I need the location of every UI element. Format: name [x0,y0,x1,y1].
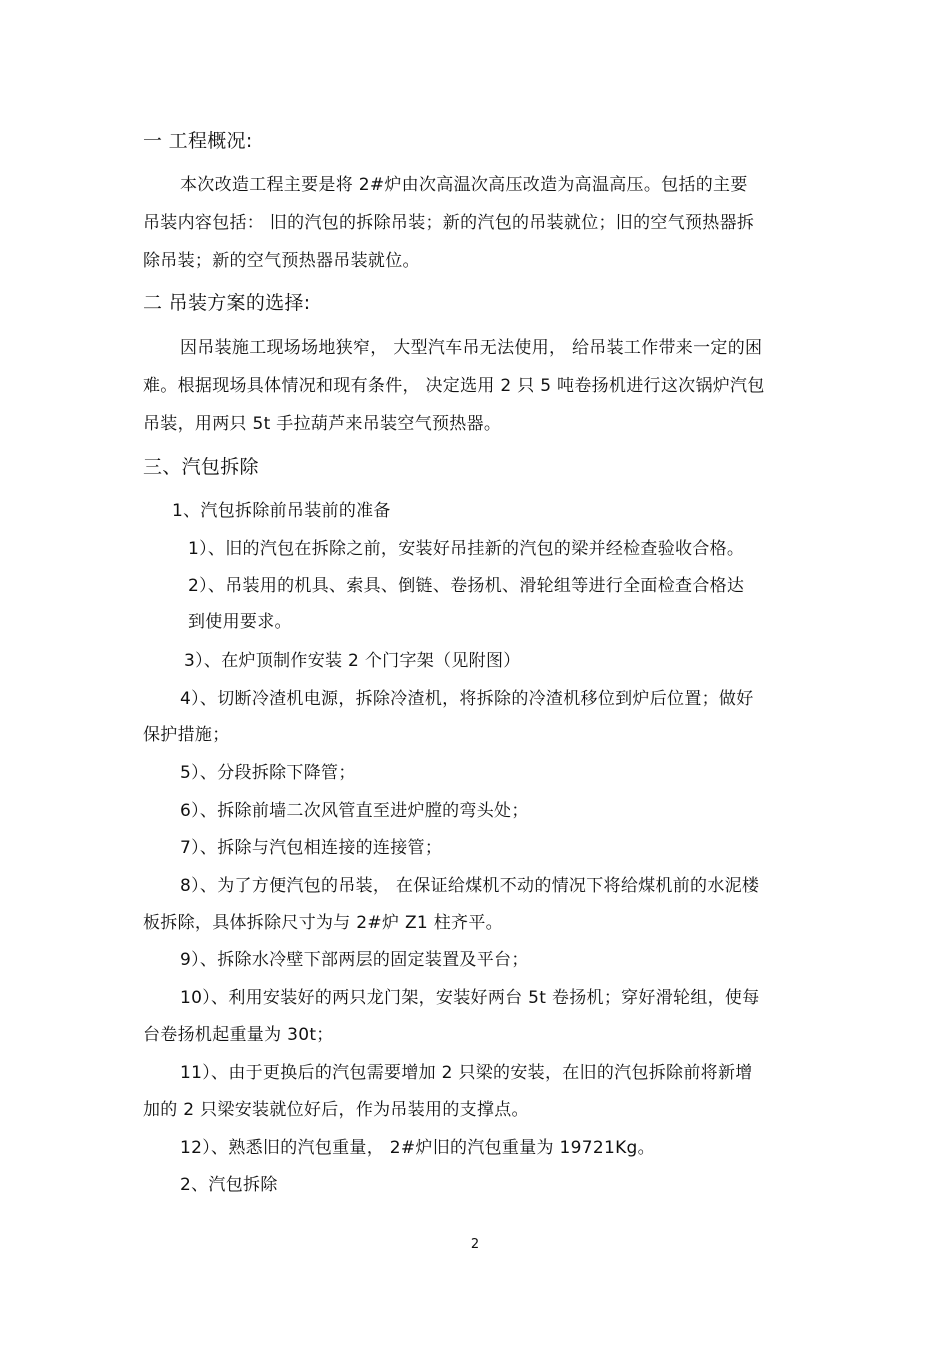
paragraph-line: 吊装，用两只 5t 手拉葫芦来吊装空气预热器。 [143,414,502,434]
paragraph-line: 除吊装；新的空气预热器吊装就位。 [143,251,420,271]
list-item: 1）、旧的汽包在拆除之前，安装好吊挂新的汽包的梁并经检查验收合格。 [188,539,745,559]
section-heading-2: 二 吊装方案的选择: [143,292,311,314]
list-item-continuation: 到使用要求。 [188,612,292,632]
list-item-continuation: 台卷扬机起重量为 30t； [143,1025,334,1045]
subsection-heading: 1、汽包拆除前吊装前的准备 [172,501,391,521]
subsection-heading: 2、汽包拆除 [180,1175,278,1195]
paragraph-line: 吊装内容包括： 旧的汽包的拆除吊装；新的汽包的吊装就位；旧的空气预热器拆 [143,213,755,233]
list-item: 10）、利用安装好的两只龙门架，安装好两台 5t 卷扬机；穿好滑轮组，使每 [180,988,760,1008]
list-item: 11）、由于更换后的汽包需要增加 2 只梁的安装，在旧的汽包拆除前将新增 [180,1063,753,1083]
list-item-continuation: 保护措施； [143,725,230,745]
list-item-continuation: 板拆除，具体拆除尺寸为与 2#炉 Z1 柱齐平。 [143,913,503,933]
list-item: 2）、吊装用的机具、索具、倒链、卷扬机、滑轮组等进行全面检查合格达 [188,576,745,596]
list-item: 7）、拆除与汽包相连接的连接管； [180,838,443,858]
list-item: 12）、熟悉旧的汽包重量， 2#炉旧的汽包重量为 19721Kg。 [180,1138,655,1158]
list-item: 6）、拆除前墙二次风管直至进炉膛的弯头处； [180,801,529,821]
paragraph-line: 因吊装施工现场场地狭窄， 大型汽车吊无法使用， 给吊装工作带来一定的困 [180,338,763,358]
paragraph-line: 难。根据现场具体情况和现有条件， 决定选用 2 只 5 吨卷扬机进行这次锅炉汽包 [143,376,765,396]
paragraph-line: 本次改造工程主要是将 2#炉由次高温次高压改造为高温高压。包括的主要 [180,175,748,195]
list-item: 8）、为了方便汽包的吊装， 在保证给煤机不动的情况下将给煤机前的水泥楼 [180,876,760,896]
list-item: 9）、拆除水冷壁下部两层的固定装置及平台； [180,950,529,970]
list-item: 3）、在炉顶制作安装 2 个门字架（见附图） [184,651,521,671]
list-item: 5）、分段拆除下降管； [180,763,356,783]
section-heading-1: 一 工程概况: [143,130,253,152]
list-item: 4）、切断冷渣机电源，拆除冷渣机，将拆除的冷渣机移位到炉后位置；做好 [180,689,754,709]
page-number: 2 [470,1237,480,1252]
list-item-continuation: 加的 2 只梁安装就位好后，作为吊装用的支撑点。 [143,1100,529,1120]
section-heading-3: 三、汽包拆除 [143,456,259,478]
